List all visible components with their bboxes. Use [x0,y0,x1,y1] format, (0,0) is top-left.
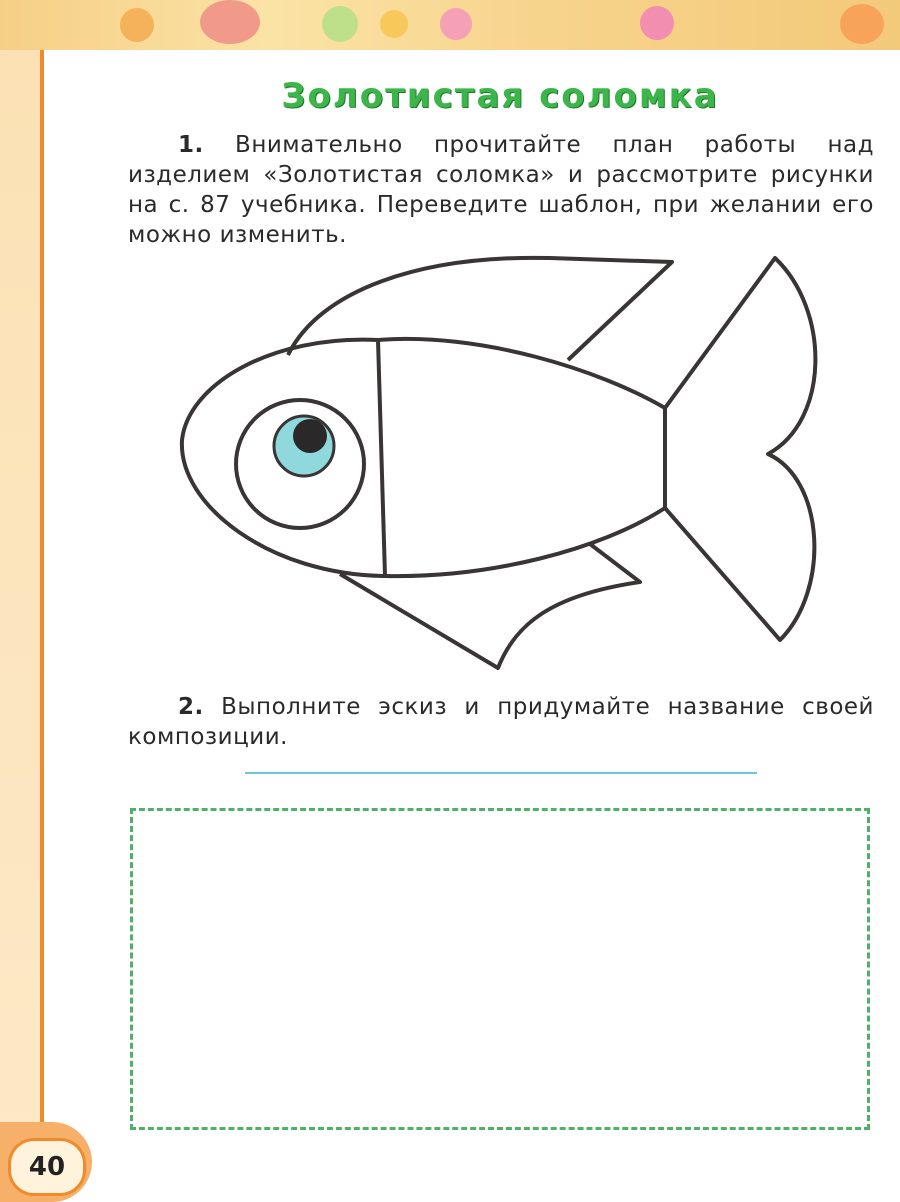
page-title: Золотистая соломка [281,76,719,116]
task-2-text: Выполните эскиз и придумайте название своей композиции. [128,694,874,750]
fish-eye-pupil [293,419,327,453]
page-number: 40 [28,1152,66,1182]
sketch-drawing-area[interactable] [130,808,870,1130]
fish-body [378,339,665,576]
task-2-number: 2. [178,694,204,720]
composition-title-answer-line[interactable] [245,772,757,774]
button-decoration [322,6,358,42]
button-decoration [640,6,674,40]
task-1-number: 1. [178,132,204,158]
button-decoration [440,8,472,40]
top-decorative-banner [0,0,900,50]
button-decoration [380,10,408,38]
button-decoration [120,8,154,42]
page-number-frame [8,1138,86,1196]
fish-tail [665,258,815,640]
task-2 [128,692,874,752]
task-1 [128,130,874,250]
task-1-text: Внимательно прочитайте план работы над изделием «Золотистая соломка» и рассмотрите рисунки на с. 87 учебника. Переведите шаблон, при желании его можно изменить. [128,132,874,248]
fish-template-drawing [170,250,830,680]
left-margin-strip [0,50,40,1200]
yarn-ball-decoration [200,0,260,44]
button-decoration [840,4,884,44]
left-margin-line [40,50,44,1140]
